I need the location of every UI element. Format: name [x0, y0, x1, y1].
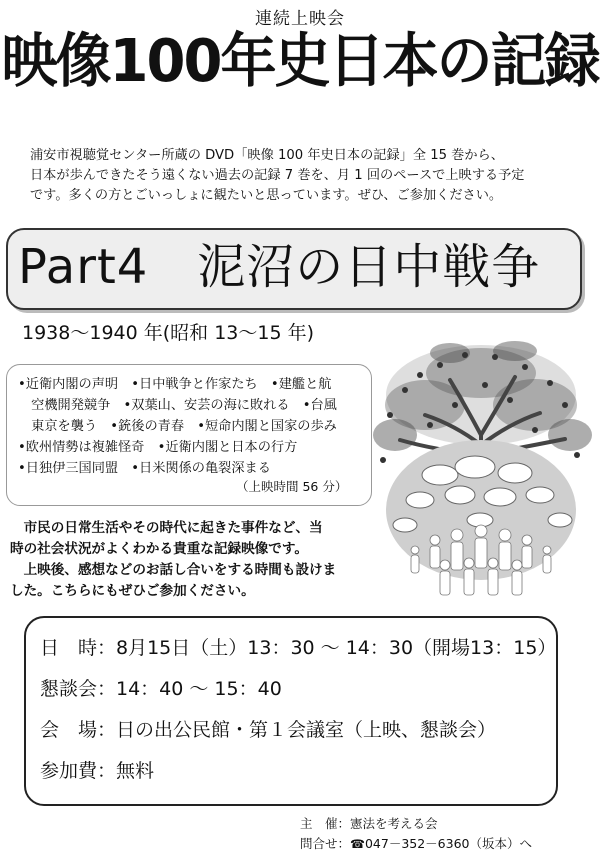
contact — [300, 834, 596, 854]
intro-line: 浦安市視聴覚センター所蔵の DVD「映像 100 年史日本の記録」全 15 巻から、 — [30, 148, 504, 163]
intro-text — [30, 146, 578, 206]
topic-line: 東京を襲う •銃後の青春 •短命内閣と国家の歩み — [18, 419, 337, 434]
part-title: Part4 泥沼の日中戦争 — [18, 239, 541, 295]
contact-tel: 047－352－6360（坂本）へ — [364, 836, 532, 851]
period-label: 1938～1940 年(昭和 13～15 年) — [22, 322, 315, 344]
description-line: 時の社会状況がよくわかる貴重な記録映像です。 — [10, 541, 308, 557]
description-line: した。こちらにもぜひご参加ください。 — [10, 583, 255, 599]
topic-line: 空機開発競争 •双葉山、安芸の海に敗れる •台風 — [18, 398, 337, 413]
intro-line: 日本が歩んできたそう遠くない過去の記録 7 巻を、月 1 回のペースで上映する予定 — [30, 168, 525, 183]
runtime-label: （上映時間 56 分） — [236, 479, 348, 494]
description-line: 上映後、感想などのお話し合いをする時間も設けま — [10, 562, 337, 578]
topic-line: •日独伊三国同盟 •日米関係の亀裂深まる — [18, 461, 271, 476]
topics-list — [18, 374, 368, 479]
event-venue: 会 場：日の出公民館・第１会議室（上映、懇談会） — [40, 719, 497, 741]
description-line: 市民の日常生活やその時代に起きた事件など、当 — [10, 520, 323, 536]
event-fee: 参加費：無料 — [40, 760, 155, 782]
contact-prefix: 問合せ： — [300, 836, 351, 851]
event-discussion: 懇談会：14：40 ～ 15：40 — [40, 678, 282, 700]
series-label: 連続上映会 — [255, 9, 345, 29]
intro-line: です。多くの方とごいっしょに観たいと思っています。ぜひ、ご参加ください。 — [30, 188, 503, 203]
event-datetime: 日 時：8月15日（土）13：30 ～ 14：30（開場13：15） — [40, 637, 557, 659]
event-info — [40, 628, 557, 792]
organizer: 主 催：憲法を考える会 — [300, 816, 438, 831]
phone-icon: ☎ — [350, 837, 365, 851]
topic-line: •欧州情勢は複雑怪奇 •近衛内閣と日本の行方 — [18, 440, 298, 455]
main-title: 映像100年史日本の記録 — [1, 27, 599, 96]
footer — [300, 814, 596, 854]
tree-people-icon — [365, 335, 597, 620]
topic-line: •近衛内閣の声明 •日中戦争と作家たち •建艦と航 — [18, 377, 332, 392]
description-text — [10, 518, 372, 602]
